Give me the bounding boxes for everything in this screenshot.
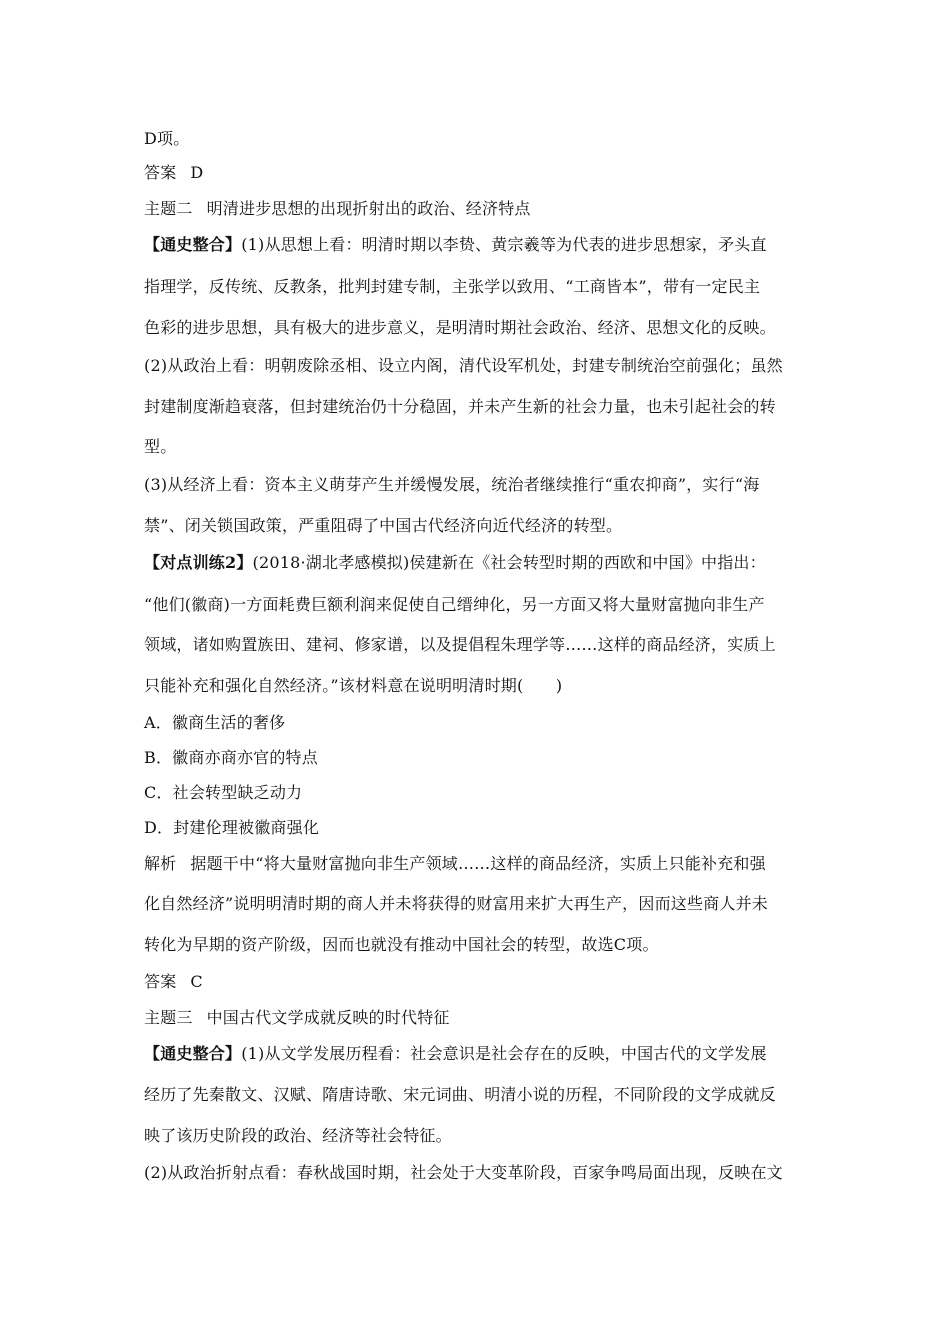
text-line: 化自然经济”说明明清时期的商人并未将获得的财富用来扩大再生产，因而这些商人并未: [144, 894, 768, 913]
section-label: 【通史整合】: [144, 235, 242, 254]
option-c: C．社会转型缺乏动力: [144, 783, 303, 802]
text-line: 色彩的进步思想，具有极大的进步意义，是明清时期社会政治、经济、思想文化的反映。: [144, 318, 776, 337]
option-b: B．徽商亦商亦官的特点: [144, 748, 318, 767]
answer-label: 答案: [144, 163, 177, 182]
text-line: (2)从政治上看：明朝废除丞相、设立内阁，清代设军机处，封建专制统治空前强化；虽然: [144, 356, 783, 375]
text-line: 封建制度渐趋衰落，但封建统治仍十分稳固，并未产生新的社会力量，也未引起社会的转: [144, 397, 776, 416]
text-line: D项。: [144, 129, 190, 148]
option-a: A．徽商生活的奢侈: [144, 713, 286, 732]
topic-label: 主题三: [144, 1008, 193, 1027]
topic-label: 主题二: [144, 199, 193, 218]
text-line: 【对点训练2】(2018·湖北孝感模拟)侯建新在《社会转型时期的西欧和中国》中指出：: [144, 553, 766, 572]
text-line: 禁”、闭关锁国政策，严重阻碍了中国古代经济向近代经济的转型。: [144, 516, 623, 535]
text-line: (3)从经济上看：资本主义萌芽产生并缓慢发展，统治者继续推行“重农抑商”，实行“海: [144, 475, 760, 494]
answer-label: 答案: [144, 972, 177, 991]
topic-heading: 主题三 中国古代文学成就反映的时代特征: [144, 1008, 450, 1027]
text-line: “他们(徽商)一方面耗费巨额利润来促使自己缙绅化，另一方面又将大量财富抛向非生产: [144, 595, 765, 614]
text-line: 映了该历史阶段的政治、经济等社会特征。: [144, 1126, 452, 1145]
section-label: 【通史整合】: [144, 1044, 242, 1063]
text-line: 指理学，反传统、反教条，批判封建专制，主张学以致用、“工商皆本”，带有一定民主: [144, 277, 761, 296]
text-line: 型。: [144, 437, 177, 456]
answer-line: 答案 D: [144, 163, 204, 182]
text-line: 【通史整合】(1)从思想上看：明清时期以李贽、黄宗羲等为代表的进步思想家，矛头直: [144, 235, 767, 254]
analysis-label: 解析: [144, 854, 177, 873]
analysis-line: 解析 据题干中“将大量财富抛向非生产领域……这样的商品经济，实质上只能补充和强: [144, 854, 766, 873]
answer-line: 答案 C: [144, 972, 203, 991]
text-line: (2)从政治折射点看：春秋战国时期，社会处于大变革阶段，百家争鸣局面出现，反映在文: [144, 1163, 783, 1182]
option-d: D．封建伦理被徽商强化: [144, 818, 320, 837]
text-line: 领域，诸如购置族田、建祠、修家谱，以及提倡程朱理学等……这样的商品经济，实质上: [144, 635, 776, 654]
section-label: 【对点训练2】: [144, 553, 253, 572]
text-line: 【通史整合】(1)从文学发展历程看：社会意识是社会存在的反映，中国古代的文学发展: [144, 1044, 767, 1063]
text-line: 经历了先秦散文、汉赋、隋唐诗歌、宋元词曲、明清小说的历程，不同阶段的文学成就反: [144, 1085, 776, 1104]
topic-heading: 主题二 明清进步思想的出现折射出的政治、经济特点: [144, 199, 531, 218]
text-line: 转化为早期的资产阶级，因而也就没有推动中国社会的转型，故选C项。: [144, 935, 659, 954]
text-line: 只能补充和强化自然经济。”该材料意在说明明清时期( ): [144, 676, 563, 695]
